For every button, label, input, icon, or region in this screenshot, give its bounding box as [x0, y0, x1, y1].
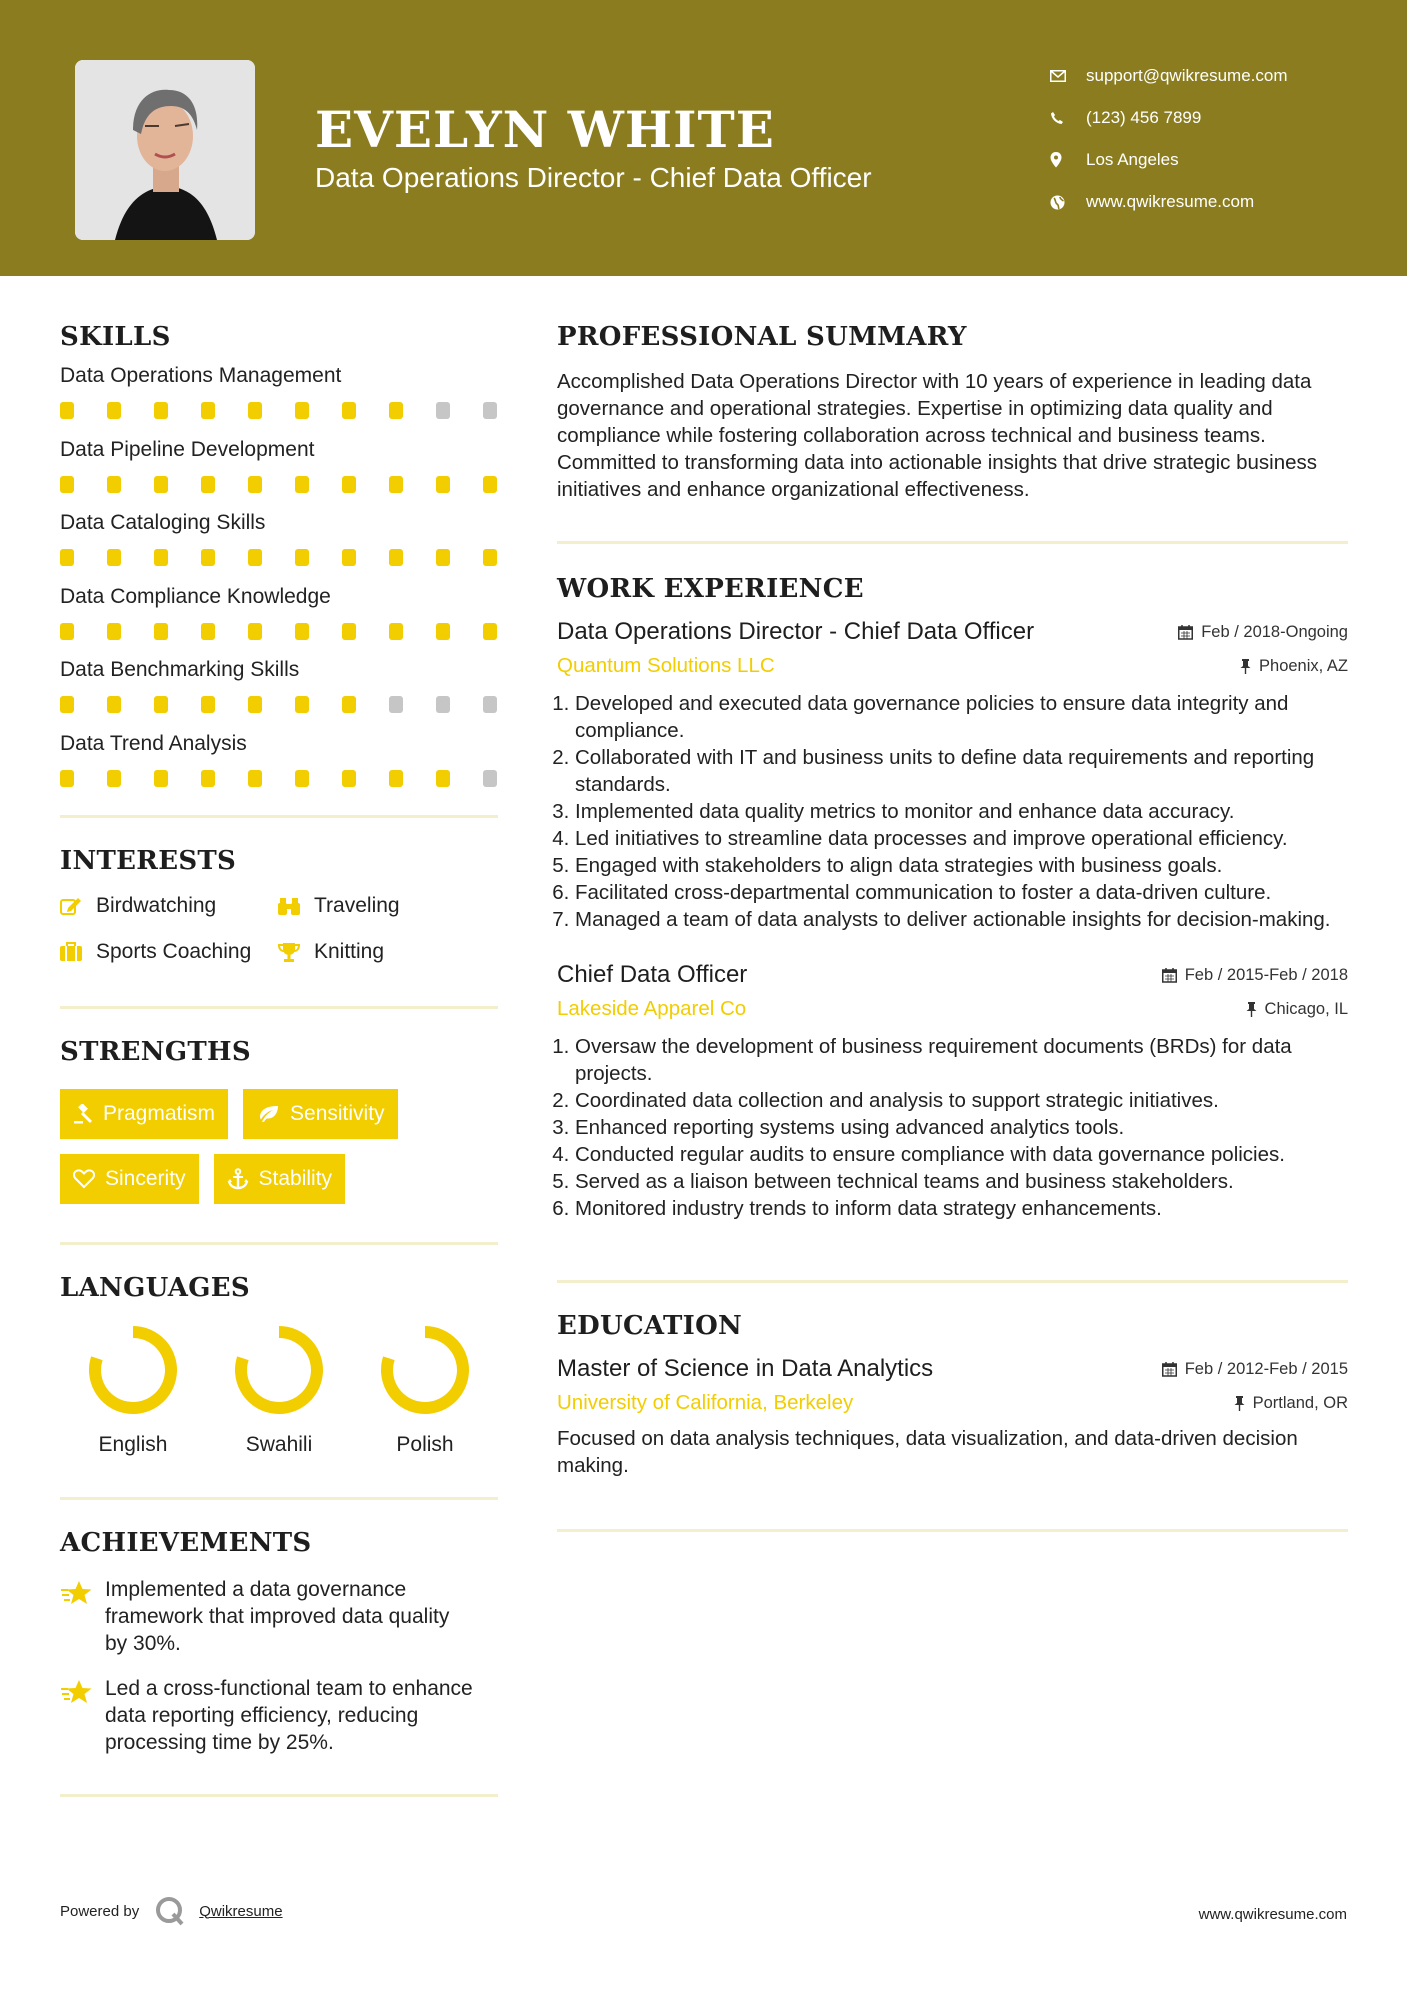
strength-tag: Stability [214, 1154, 346, 1204]
skill-name: Data Compliance Knowledge [60, 584, 331, 608]
phone-icon [1050, 111, 1086, 125]
strengths-title: STRENGTHS [60, 1037, 251, 1067]
job-entry [557, 961, 1348, 1222]
rating-dot-filled [483, 476, 497, 493]
skill-item [60, 356, 498, 430]
education-description: Focused on data analysis techniques, data visualization, and data-driven decision making. [557, 1427, 1298, 1477]
skill-name: Data Operations Management [60, 364, 342, 387]
rating-dot-filled [60, 476, 74, 493]
rating-dot-filled [60, 623, 74, 640]
right-column [557, 322, 1348, 1532]
list-item: 5. Served as a liaison between technical teams and business stakeholders. [575, 1168, 1348, 1195]
degree-title: Master of Science in Data Analytics [557, 1355, 934, 1382]
rating-dot-filled [389, 623, 403, 640]
rating-dot-filled [436, 476, 450, 493]
rating-dot-filled [342, 402, 356, 419]
list-item: 4. Led initiatives to streamline data processes and improve operational efficiency. [575, 825, 1348, 852]
summary-text: Accomplished Data Operations Director with 10 years of experience in leading data governance and operational strategies. Expertise in optimizing data quality and compliance while fostering collaboration across technical and business teams. Committed to transforming data into actionable insights that drive strategic business initiatives and enhance organizational effectiveness. [557, 370, 1318, 501]
list-item: 6. Monitored industry trends to inform data strategy enhancements. [575, 1195, 1348, 1222]
binoculars-icon [278, 896, 314, 916]
rating-dot-filled [107, 623, 121, 640]
languages-list [60, 1325, 498, 1457]
rating-dot-empty [483, 770, 497, 787]
skill-name: Data Pipeline Development [60, 437, 315, 461]
qwikresume-logo-icon [155, 1896, 185, 1926]
rating-dot-filled [154, 549, 168, 566]
language-item [60, 1325, 206, 1457]
rating-dot-filled [436, 623, 450, 640]
pin-icon [1234, 1396, 1245, 1411]
list-item: 2. Coordinated data collection and analysis to support strategic initiatives. [575, 1087, 1348, 1114]
language-level-ring [234, 1325, 324, 1415]
rating-dot-filled [483, 623, 497, 640]
list-item: 3. Implemented data quality metrics to monitor and enhance data accuracy. [575, 798, 1348, 825]
rating-dot-filled [295, 696, 309, 713]
skill-rating [60, 623, 498, 640]
pin-icon [1246, 1002, 1257, 1017]
contact-email[interactable]: support@qwikresume.com [1050, 55, 1288, 97]
rating-dot-filled [389, 402, 403, 419]
rating-dot-filled [295, 770, 309, 787]
job-dates: Feb / 2015-Feb / 2018 [1162, 966, 1348, 985]
company-name: Lakeside Apparel Co [557, 997, 747, 1020]
rating-dot-filled [107, 696, 121, 713]
language-name: Polish [396, 1433, 454, 1456]
rating-dot-filled [342, 696, 356, 713]
rating-dot-empty [483, 696, 497, 713]
education-location: Portland, OR [1234, 1394, 1348, 1413]
rating-dot-filled [483, 549, 497, 566]
skill-item [60, 577, 498, 651]
rating-dot-filled [436, 549, 450, 566]
interests-list [60, 894, 498, 964]
skill-rating [60, 770, 498, 787]
rating-dot-filled [436, 770, 450, 787]
rating-dot-filled [342, 549, 356, 566]
calendar-icon [1178, 625, 1193, 640]
language-item [352, 1325, 498, 1457]
job-entry [557, 618, 1348, 933]
interest-item: Sports Coaching [60, 940, 278, 964]
contact-list [1050, 55, 1288, 223]
leaf-icon [256, 1105, 280, 1123]
trophy-icon [278, 942, 314, 962]
candidate-role: Data Operations Director - Chief Data Officer [315, 162, 872, 193]
strengths-list [60, 1089, 460, 1204]
strength-tag: Pragmatism [60, 1089, 228, 1139]
star-icon [60, 1675, 105, 1756]
skill-item [60, 430, 498, 504]
language-name: English [98, 1433, 168, 1456]
contact-phone[interactable]: (123) 456 7899 [1050, 97, 1288, 139]
interest-item: Traveling [278, 894, 498, 918]
rating-dot-filled [342, 476, 356, 493]
strength-tag: Sincerity [60, 1154, 199, 1204]
language-level-arc [95, 1332, 171, 1408]
section-divider [557, 541, 1348, 544]
experience-title: WORK EXPERIENCE [557, 574, 864, 604]
rating-dot-empty [436, 696, 450, 713]
job-bullets [557, 1033, 1348, 1222]
list-item: 1. Oversaw the development of business requirement documents (BRDs) for data projects. [575, 1033, 1348, 1087]
rating-dot-filled [154, 696, 168, 713]
rating-dot-filled [389, 476, 403, 493]
rating-dot-filled [389, 770, 403, 787]
contact-website[interactable]: www.qwikresume.com [1050, 181, 1288, 223]
rating-dot-filled [389, 549, 403, 566]
section-divider [557, 1529, 1348, 1532]
rating-dot-filled [248, 623, 262, 640]
rating-dot-filled [342, 770, 356, 787]
anchor-icon [227, 1168, 249, 1190]
rating-dot-empty [483, 402, 497, 419]
job-location: Chicago, IL [1246, 1000, 1348, 1019]
education-title: EDUCATION [557, 1311, 743, 1341]
rating-dot-filled [107, 549, 121, 566]
rating-dot-filled [248, 402, 262, 419]
education-dates: Feb / 2012-Feb / 2015 [1162, 1360, 1348, 1379]
section-divider [60, 1242, 498, 1245]
list-item: 1. Developed and executed data governance policies to ensure data integrity and compliance. [575, 690, 1348, 744]
company-name: Quantum Solutions LLC [557, 654, 775, 677]
envelope-icon [1050, 70, 1086, 82]
rating-dot-filled [154, 623, 168, 640]
interests-title: INTERESTS [60, 846, 237, 876]
list-item: 5. Engaged with stakeholders to align data strategies with business goals. [575, 852, 1348, 879]
rating-dot-empty [389, 696, 403, 713]
globe-icon [1050, 195, 1086, 210]
language-level-ring [380, 1325, 470, 1415]
education-entry [557, 1355, 1348, 1479]
skill-name: Data Benchmarking Skills [60, 658, 300, 681]
list-item: 6. Facilitated cross-departmental communication to foster a data-driven culture. [575, 879, 1348, 906]
rating-dot-filled [248, 696, 262, 713]
job-title: Data Operations Director - Chief Data Officer [557, 618, 1035, 645]
footer-powered-by: Powered by Qwikresume [60, 1896, 283, 1926]
contact-location: Los Angeles [1050, 139, 1288, 181]
list-item: 7. Managed a team of data analysts to deliver actionable insights for decision-making. [575, 906, 1348, 933]
rating-dot-filled [107, 476, 121, 493]
calendar-icon [1162, 1362, 1177, 1377]
rating-dot-filled [201, 476, 215, 493]
strength-tag: Sensitivity [243, 1089, 398, 1139]
rating-dot-filled [342, 623, 356, 640]
calendar-icon [1162, 968, 1177, 983]
section-divider [60, 1794, 498, 1797]
resume-header [0, 0, 1407, 276]
heart-icon [73, 1169, 95, 1189]
section-divider [557, 1280, 1348, 1283]
rating-dot-filled [107, 402, 121, 419]
section-divider [60, 1497, 498, 1500]
edit-icon [60, 896, 96, 916]
job-title: Chief Data Officer [557, 961, 748, 988]
language-level-arc [241, 1332, 317, 1408]
achievements-list [60, 1576, 498, 1756]
achievement-item: Led a cross-functional team to enhance data reporting efficiency, reducing processing time by 25%. [60, 1675, 498, 1756]
list-item: 2. Collaborated with IT and business units to define data requirements and reporting standards. [575, 744, 1348, 798]
skill-rating [60, 476, 498, 493]
languages-title: LANGUAGES [60, 1273, 250, 1303]
interest-item: Knitting [278, 940, 498, 964]
rating-dot-filled [248, 476, 262, 493]
skills-list [60, 356, 498, 797]
rating-dot-filled [201, 549, 215, 566]
language-level-arc [387, 1332, 463, 1408]
skill-rating [60, 402, 498, 419]
skill-rating [60, 549, 498, 566]
list-item: 3. Enhanced reporting systems using advanced analytics tools. [575, 1114, 1348, 1141]
job-dates: Feb / 2018-Ongoing [1178, 623, 1348, 642]
profile-photo [75, 60, 255, 240]
rating-dot-filled [107, 770, 121, 787]
rating-dot-filled [154, 476, 168, 493]
rating-dot-empty [436, 402, 450, 419]
rating-dot-filled [248, 770, 262, 787]
section-divider [60, 815, 498, 818]
language-level-ring [88, 1325, 178, 1415]
rating-dot-filled [60, 770, 74, 787]
star-icon [60, 1576, 105, 1657]
skill-name: Data Trend Analysis [60, 731, 247, 755]
rating-dot-filled [60, 549, 74, 566]
rating-dot-filled [201, 623, 215, 640]
achievement-item: Implemented a data governance framework that improved data quality by 30%. [60, 1576, 498, 1657]
rating-dot-filled [295, 402, 309, 419]
rating-dot-filled [295, 623, 309, 640]
left-column [60, 322, 498, 1797]
rating-dot-filled [154, 402, 168, 419]
pin-icon [1240, 659, 1251, 674]
briefcase-icon [60, 942, 96, 962]
rating-dot-filled [201, 402, 215, 419]
rating-dot-filled [154, 770, 168, 787]
map-pin-icon [1050, 152, 1086, 168]
school-name: University of California, Berkeley [557, 1391, 854, 1414]
rating-dot-filled [60, 402, 74, 419]
rating-dot-filled [295, 549, 309, 566]
section-divider [60, 1006, 498, 1009]
candidate-name: EVELYN WHITE [315, 100, 775, 159]
job-location: Phoenix, AZ [1240, 657, 1348, 676]
skill-item [60, 650, 498, 724]
language-name: Swahili [245, 1433, 313, 1456]
skill-rating [60, 696, 498, 713]
interest-item: Birdwatching [60, 894, 278, 918]
rating-dot-filled [295, 476, 309, 493]
achievements-title: ACHIEVEMENTS [60, 1528, 312, 1558]
skill-item [60, 724, 498, 798]
rating-dot-filled [201, 696, 215, 713]
gavel-icon [73, 1104, 93, 1124]
rating-dot-filled [60, 696, 74, 713]
list-item: 4. Conducted regular audits to ensure compliance with data governance policies. [575, 1141, 1348, 1168]
rating-dot-filled [201, 770, 215, 787]
rating-dot-filled [248, 549, 262, 566]
skill-name: Data Cataloging Skills [60, 511, 266, 534]
qwikresume-link[interactable]: Qwikresume [199, 1902, 283, 1920]
skill-item [60, 503, 498, 577]
skills-title: SKILLS [60, 322, 171, 352]
language-item [206, 1325, 352, 1457]
job-bullets [557, 690, 1348, 933]
summary-title: PROFESSIONAL SUMMARY [557, 322, 967, 352]
footer-website[interactable]: www.qwikresume.com [1198, 1906, 1347, 1923]
